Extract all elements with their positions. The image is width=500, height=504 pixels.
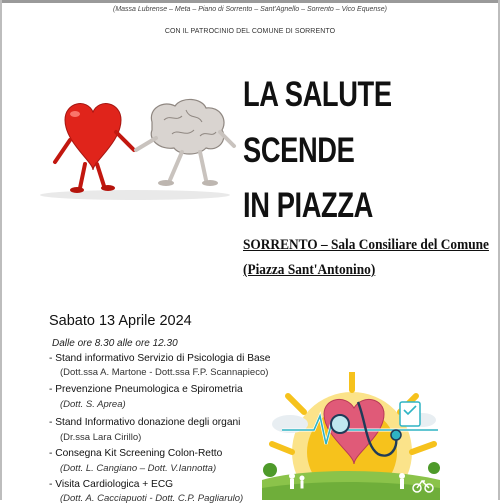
program-item-title: - Prevenzione Pneumologica e Spirometria bbox=[49, 384, 243, 395]
page-border-left bbox=[0, 0, 2, 500]
program-item-sub: (Dott.ssa A. Martone - Dott.ssa F.P. Scannapieco) bbox=[60, 367, 269, 378]
program-item-sub: (Dott. A. Cacciapuoti - Dott. C.P. Pagliarulo) bbox=[60, 493, 244, 504]
program-item-title: - Stand Informativo donazione degli organi bbox=[49, 417, 240, 428]
municipalities-list: (Massa Lubrense – Meta – Piano di Sorrento – Sant'Agnello – Sorrento – Vico Equense) bbox=[113, 6, 387, 13]
event-hours: Dalle ore 8.30 alle ore 12.30 bbox=[52, 338, 178, 349]
venue-line-2: (Piazza Sant'Antonino) bbox=[243, 262, 376, 278]
title-line-3: IN PIAZZA bbox=[243, 186, 373, 225]
program-item-sub: (Dott. L. Cangiano – Dott. V.Iannotta) bbox=[60, 463, 217, 474]
program-item-title: - Visita Cardiologica + ECG bbox=[49, 479, 173, 490]
page-border-top bbox=[0, 0, 500, 3]
event-date: Sabato 13 Aprile 2024 bbox=[49, 313, 192, 329]
checklist-icon bbox=[400, 402, 420, 426]
program-item-title: - Consegna Kit Screening Colon-Retto bbox=[49, 448, 222, 459]
program-item-title: - Stand informativo Servizio di Psicologia di Base bbox=[49, 353, 270, 364]
title-line-2: SCENDE bbox=[243, 131, 355, 170]
venue-line-1: SORRENTO – Sala Consiliare del Comune bbox=[243, 237, 489, 253]
heart-brain-illustration bbox=[30, 80, 240, 205]
program-item-sub: (Dr.ssa Lara Cirillo) bbox=[60, 432, 142, 443]
title-line-1: LA SALUTE bbox=[243, 75, 392, 114]
brain-icon bbox=[151, 99, 224, 154]
health-illustration bbox=[262, 372, 440, 500]
program-item-sub: (Dott. S. Aprea) bbox=[60, 399, 126, 410]
magnifier-icon bbox=[331, 415, 349, 433]
patronage-text: CON IL PATROCINIO DEL COMUNE DI SORRENTO bbox=[164, 28, 336, 35]
